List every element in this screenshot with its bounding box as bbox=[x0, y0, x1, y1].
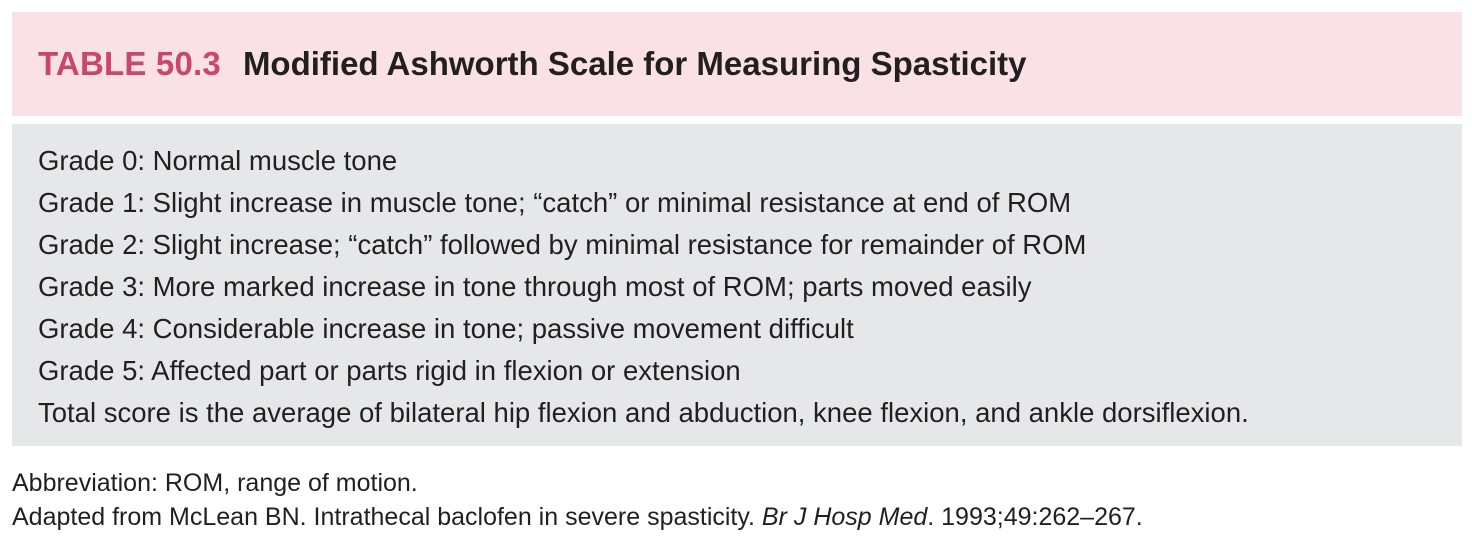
table-body bbox=[12, 124, 1462, 446]
table-row: Grade 1: Slight increase in muscle tone; “catch” or minimal resistance at end of ROM bbox=[38, 187, 1072, 218]
abbreviation-note: Abbreviation: ROM, range of motion. bbox=[12, 469, 418, 497]
footnotes bbox=[12, 466, 1462, 534]
table-row: Grade 2: Slight increase; “catch” followed by minimal resistance for remainder of ROM bbox=[38, 229, 1087, 260]
table-header bbox=[12, 12, 1462, 116]
total-score-note: Total score is the average of bilateral hip flexion and abduction, knee flexion, and ankle dorsiflexion. bbox=[38, 397, 1249, 428]
source-journal: Br J Hosp Med bbox=[761, 503, 928, 531]
source-suffix: . 1993;49:262–267. bbox=[927, 503, 1143, 531]
table-row: Grade 4: Considerable increase in tone; passive movement difficult bbox=[38, 313, 854, 344]
table-label: TABLE 50.3 bbox=[38, 45, 221, 82]
table-row: Grade 3: More marked increase in tone through most of ROM; parts moved easily bbox=[38, 271, 1032, 302]
table-row: Grade 5: Affected part or parts rigid in flexion or extension bbox=[38, 355, 741, 386]
source-prefix: Adapted from McLean BN. Intrathecal baclofen in severe spasticity. bbox=[12, 503, 762, 531]
table-row: Grade 0: Normal muscle tone bbox=[38, 145, 398, 176]
table-title: Modified Ashworth Scale for Measuring Spasticity bbox=[242, 45, 1027, 82]
source-citation bbox=[12, 500, 1462, 534]
